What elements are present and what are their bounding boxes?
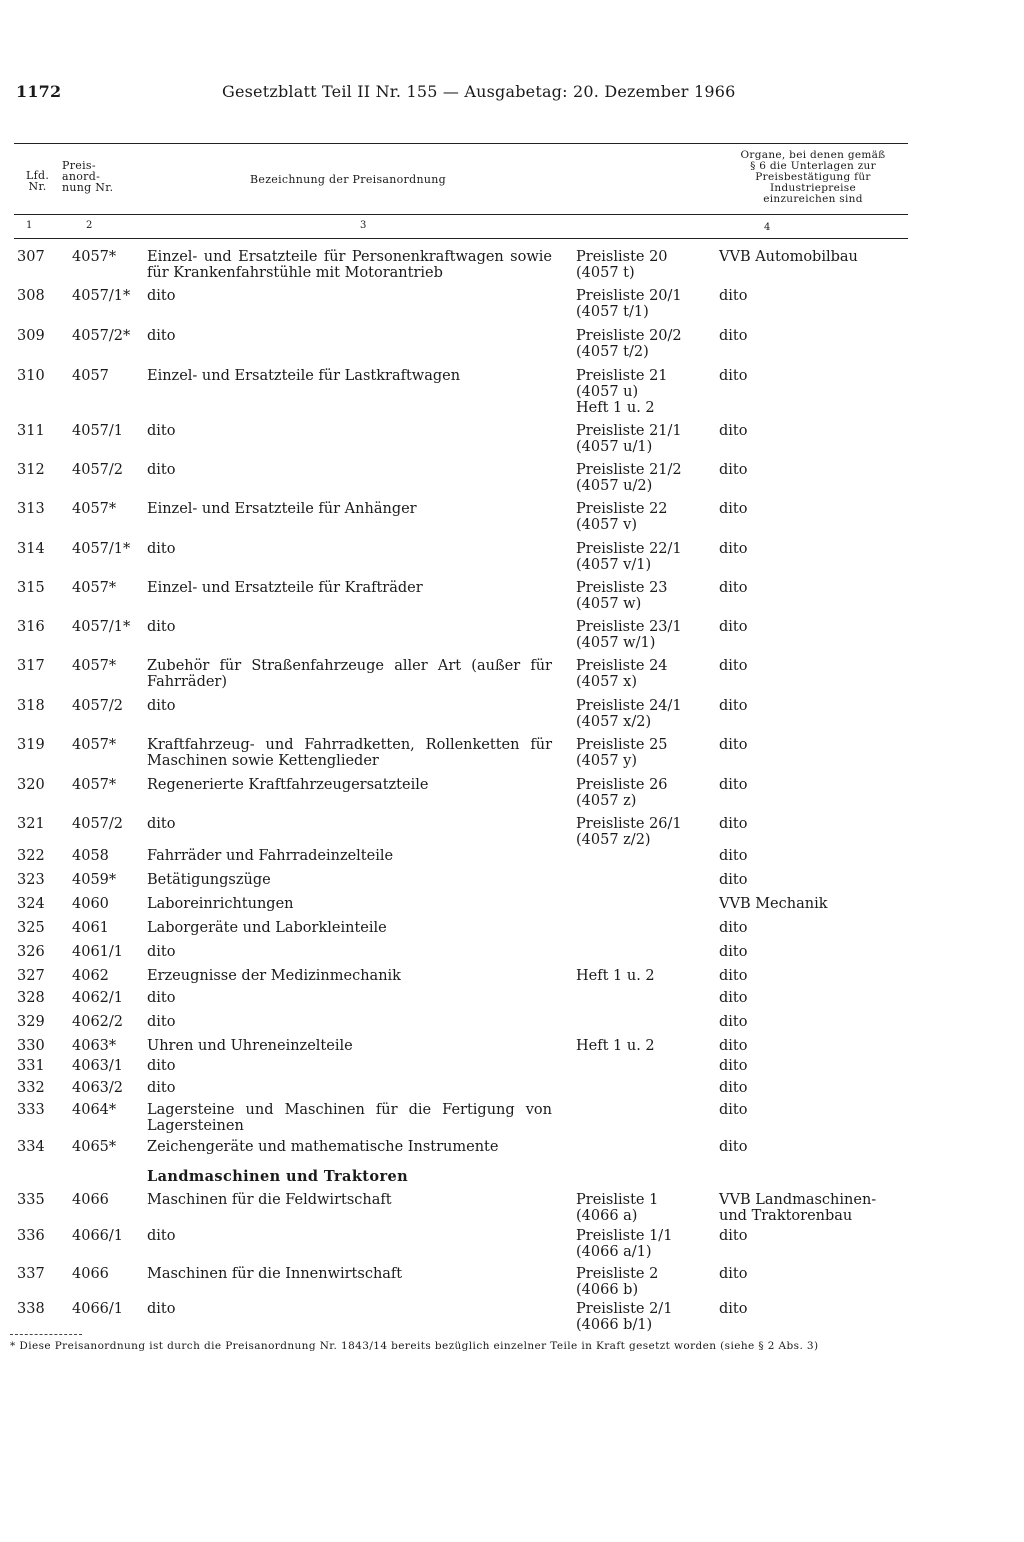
bezeichnung: dito	[147, 1058, 176, 1074]
organ: dito	[719, 462, 748, 478]
preisliste: Preisliste 23/1 (4057 w/1)	[576, 619, 682, 651]
bezeichnung: dito	[147, 1301, 176, 1317]
organ: dito	[719, 288, 748, 304]
preisanordnung-number: 4066	[72, 1266, 109, 1282]
footnote-rule	[10, 1334, 82, 1335]
organ: dito	[719, 698, 748, 714]
preisliste: Preisliste 1 (4066 a)	[576, 1192, 659, 1224]
organ: dito	[719, 1266, 748, 1282]
row-number: 336	[17, 1228, 45, 1244]
organ: dito	[719, 872, 748, 888]
preisanordnung-number: 4057/2	[72, 698, 124, 714]
preisliste: Preisliste 20/1 (4057 t/1)	[576, 288, 682, 320]
row-number: 328	[17, 990, 45, 1006]
preisliste: Preisliste 23 (4057 w)	[576, 580, 668, 612]
row-number: 314	[17, 541, 45, 557]
preisanordnung-number: 4065*	[72, 1139, 117, 1155]
bezeichnung: Zeichengeräte und mathematische Instrumente	[147, 1139, 499, 1155]
header-bottom-rule	[14, 214, 908, 215]
preisanordnung-number: 4060	[72, 896, 109, 912]
row-number: 307	[17, 249, 45, 265]
col-header-organe: Organe, bei denen gemäß § 6 die Unterlagen zur Preisbestätigung für Industriepreise einzureichen sind	[740, 149, 886, 205]
row-number: 308	[17, 288, 45, 304]
organ: dito	[719, 541, 748, 557]
row-number: 330	[17, 1038, 45, 1054]
bezeichnung: dito	[147, 328, 176, 344]
row-number: 316	[17, 619, 45, 635]
footnote: * Diese Preisanordnung ist durch die Preisanordnung Nr. 1843/14 bereits bezüglich einzelner Teile in Kraft gesetzt worden (siehe § 2 Abs. 3)	[10, 1340, 819, 1352]
organ: dito	[719, 1102, 748, 1118]
row-number: 326	[17, 944, 45, 960]
preisanordnung-number: 4057	[72, 368, 109, 384]
row-number: 310	[17, 368, 45, 384]
bezeichnung: dito	[147, 1228, 176, 1244]
preisanordnung-number: 4061	[72, 920, 109, 936]
row-number: 327	[17, 968, 45, 984]
organ: dito	[719, 777, 748, 793]
organ: dito	[719, 368, 748, 384]
bezeichnung: dito	[147, 423, 176, 439]
bezeichnung: Einzel- und Ersatzteile für Lastkraftwagen	[147, 368, 461, 384]
preisanordnung-number: 4057*	[72, 658, 117, 674]
preisliste: Preisliste 22 (4057 v)	[576, 501, 668, 533]
bezeichnung: Einzel- und Ersatzteile für Personenkraftwagen sowie für Krankenfahrstühle mit Motorantrieb	[147, 249, 552, 281]
bezeichnung: dito	[147, 1014, 176, 1030]
preisanordnung-number: 4057*	[72, 737, 117, 753]
col-number-4: 4	[764, 222, 771, 233]
organ: dito	[719, 423, 748, 439]
bezeichnung: dito	[147, 541, 176, 557]
preisanordnung-number: 4061/1	[72, 944, 124, 960]
row-number: 324	[17, 896, 45, 912]
col-number-2: 2	[86, 220, 93, 231]
preisliste: Preisliste 20 (4057 t)	[576, 249, 668, 281]
col-header-bezeichnung: Bezeichnung der Preisanordnung	[250, 173, 446, 186]
preisanordnung-number: 4059*	[72, 872, 117, 888]
row-number: 323	[17, 872, 45, 888]
preisanordnung-number: 4062	[72, 968, 109, 984]
row-number: 320	[17, 777, 45, 793]
organ: dito	[719, 1038, 748, 1054]
bezeichnung: Laboreinrichtungen	[147, 896, 294, 912]
bezeichnung: dito	[147, 698, 176, 714]
organ: dito	[719, 1228, 748, 1244]
organ: dito	[719, 1301, 748, 1317]
organ: dito	[719, 1058, 748, 1074]
bezeichnung: dito	[147, 944, 176, 960]
preisanordnung-number: 4057*	[72, 580, 117, 596]
bezeichnung: dito	[147, 1080, 176, 1096]
organ: dito	[719, 501, 748, 517]
bezeichnung: dito	[147, 816, 176, 832]
bezeichnung: Kraftfahrzeug- und Fahrradketten, Rollenketten für Maschinen sowie Kettenglieder	[147, 737, 552, 769]
preisanordnung-number: 4063/1	[72, 1058, 124, 1074]
bezeichnung: Regenerierte Kraftfahrzeugersatzteile	[147, 777, 429, 793]
col-header-lfd-nr: Lfd. Nr.	[26, 169, 50, 193]
row-number: 325	[17, 920, 45, 936]
col-number-1: 1	[26, 220, 33, 231]
bezeichnung: Zubehör für Straßenfahrzeuge aller Art (außer für Fahrräder)	[147, 658, 552, 690]
organ: dito	[719, 944, 748, 960]
organ: dito	[719, 990, 748, 1006]
preisliste: Preisliste 24 (4057 x)	[576, 658, 668, 690]
organ: dito	[719, 619, 748, 635]
bezeichnung: Einzel- und Ersatzteile für Anhänger	[147, 501, 417, 517]
row-number: 315	[17, 580, 45, 596]
preisliste: Preisliste 2 (4066 b)	[576, 1266, 659, 1298]
row-number: 331	[17, 1058, 45, 1074]
bezeichnung: dito	[147, 619, 176, 635]
bezeichnung: dito	[147, 990, 176, 1006]
preisanordnung-number: 4057/2	[72, 462, 124, 478]
organ: dito	[719, 920, 748, 936]
preisliste: Preisliste 1/1 (4066 a/1)	[576, 1228, 673, 1260]
row-number: 329	[17, 1014, 45, 1030]
row-number: 322	[17, 848, 45, 864]
preisliste: Preisliste 24/1 (4057 x/2)	[576, 698, 682, 730]
preisliste: Preisliste 22/1 (4057 v/1)	[576, 541, 682, 573]
preisanordnung-number: 4057*	[72, 501, 117, 517]
preisliste: Preisliste 25 (4057 y)	[576, 737, 668, 769]
preisliste: Preisliste 21 (4057 u) Heft 1 u. 2	[576, 368, 668, 416]
row-number: 313	[17, 501, 45, 517]
organ: dito	[719, 968, 748, 984]
preisliste: Preisliste 21/2 (4057 u/2)	[576, 462, 682, 494]
organ: dito	[719, 1139, 748, 1155]
preisanordnung-number: 4057/2*	[72, 328, 131, 344]
preisliste: Heft 1 u. 2	[576, 1038, 655, 1054]
preisanordnung-number: 4062/2	[72, 1014, 124, 1030]
row-number: 317	[17, 658, 45, 674]
preisanordnung-number: 4057/2	[72, 816, 124, 832]
preisanordnung-number: 4057/1*	[72, 541, 131, 557]
bezeichnung: Lagersteine und Maschinen für die Fertigung von Lagersteinen	[147, 1102, 552, 1134]
organ: dito	[719, 658, 748, 674]
page-title: Gesetzblatt Teil II Nr. 155 — Ausgabetag: 20. Dezember 1966	[222, 82, 736, 101]
preisliste: Preisliste 2/1 (4066 b/1)	[576, 1301, 673, 1333]
preisanordnung-number: 4057/1	[72, 423, 124, 439]
organ: VVB Mechanik	[719, 896, 828, 912]
bezeichnung: Erzeugnisse der Medizinmechanik	[147, 968, 401, 984]
col-number-3: 3	[360, 220, 367, 231]
organ: dito	[719, 1014, 748, 1030]
preisanordnung-number: 4063/2	[72, 1080, 124, 1096]
preisanordnung-number: 4058	[72, 848, 109, 864]
preisliste: Preisliste 26 (4057 z)	[576, 777, 668, 809]
organ: dito	[719, 328, 748, 344]
preisliste: Heft 1 u. 2	[576, 968, 655, 984]
row-number: 333	[17, 1102, 45, 1118]
preisliste: Preisliste 26/1 (4057 z/2)	[576, 816, 682, 848]
row-number: 321	[17, 816, 45, 832]
bezeichnung: Einzel- und Ersatzteile für Krafträder	[147, 580, 423, 596]
preisliste: Preisliste 21/1 (4057 u/1)	[576, 423, 682, 455]
organ: dito	[719, 580, 748, 596]
preisanordnung-number: 4057*	[72, 249, 117, 265]
row-number: 319	[17, 737, 45, 753]
row-number: 309	[17, 328, 45, 344]
preisanordnung-number: 4066/1	[72, 1301, 124, 1317]
row-number: 332	[17, 1080, 45, 1096]
preisanordnung-number: 4063*	[72, 1038, 117, 1054]
row-number: 334	[17, 1139, 45, 1155]
bezeichnung: dito	[147, 462, 176, 478]
organ: dito	[719, 737, 748, 753]
organ: dito	[719, 848, 748, 864]
preisanordnung-number: 4057/1*	[72, 288, 131, 304]
row-number: 312	[17, 462, 45, 478]
row-number: 337	[17, 1266, 45, 1282]
table-top-rule	[14, 143, 908, 144]
bezeichnung: Fahrräder und Fahrradeinzelteile	[147, 848, 394, 864]
bezeichnung: Betätigungszüge	[147, 872, 271, 888]
organ: dito	[719, 816, 748, 832]
organ: dito	[719, 1080, 748, 1096]
organ: VVB Landmaschinen- und Traktorenbau	[719, 1192, 877, 1224]
preisanordnung-number: 4064*	[72, 1102, 117, 1118]
page-number: 1172	[16, 82, 62, 101]
row-number: 311	[17, 423, 45, 439]
preisanordnung-number: 4057/1*	[72, 619, 131, 635]
bezeichnung: Maschinen für die Feldwirtschaft	[147, 1192, 392, 1208]
organ: VVB Automobilbau	[719, 249, 858, 265]
preisanordnung-number: 4062/1	[72, 990, 124, 1006]
col-header-preisanordnung-nr: Preis- anord- nung Nr.	[62, 159, 114, 194]
preisanordnung-number: 4057*	[72, 777, 117, 793]
preisanordnung-number: 4066	[72, 1192, 109, 1208]
bezeichnung: Maschinen für die Innenwirtschaft	[147, 1266, 403, 1282]
row-number: 335	[17, 1192, 45, 1208]
row-number: 338	[17, 1301, 45, 1317]
bezeichnung: dito	[147, 288, 176, 304]
row-number: 318	[17, 698, 45, 714]
bezeichnung: Uhren und Uhreneinzelteile	[147, 1038, 353, 1054]
colnum-bottom-rule	[14, 238, 908, 239]
bezeichnung: Laborgeräte und Laborkleinteile	[147, 920, 387, 936]
section-heading: Landmaschinen und Traktoren	[147, 1168, 409, 1185]
preisliste: Preisliste 20/2 (4057 t/2)	[576, 328, 682, 360]
preisanordnung-number: 4066/1	[72, 1228, 124, 1244]
